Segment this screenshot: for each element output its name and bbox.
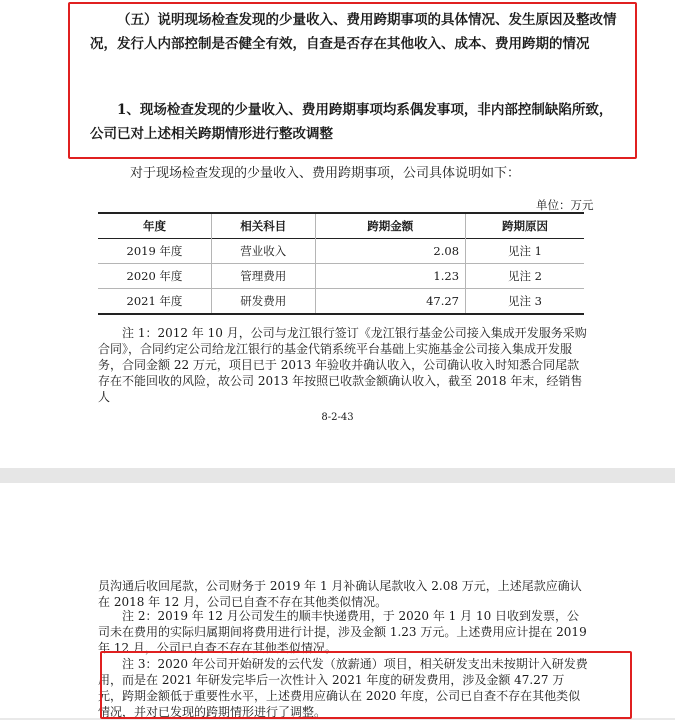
- header-amount: 跨期金额: [315, 213, 466, 239]
- cell-account: 营业收入: [211, 239, 315, 264]
- header-reason: 跨期原因: [466, 213, 584, 239]
- cell-amount: 1.23: [315, 264, 466, 289]
- header-account: 相关科目: [211, 213, 315, 239]
- cell-year: 2021 年度: [126, 294, 183, 308]
- unit-label: 单位：万元: [536, 198, 594, 212]
- highlight-box-top: [68, 2, 637, 159]
- cell-amount: 47.27: [315, 289, 466, 315]
- intro-text: 对于现场检查发现的少量收入、费用跨期事项，公司具体说明如下：: [130, 166, 521, 181]
- note-1: 注 1：2012 年 10 月，公司与龙江银行签订《龙江银行基金公司接入集成开发服务采购合同》，合同约定公司给龙江银行的基金代销系统平台基础上实施基金公司接入集成开发服务，合同金额 22 万元，项目已于 2013 年验收并确认收入，公司确认收入时知悉合同尾款存在不能回收的风险，故公司 2013 年按照已收款金额确认收入，截至 2018 年末，经销售人: [98, 326, 587, 404]
- table-row: [98, 239, 584, 264]
- table-row: [98, 289, 584, 315]
- section-subheading: 1、现场检查发现的少量收入、费用跨期事项均系偶发事项，非内部控制缺陷所致，公司已对上述相关跨期情形进行整改调整: [90, 102, 613, 142]
- page-gap: [0, 468, 675, 483]
- cell-year: 2020 年度: [126, 269, 183, 283]
- table-header-row: [98, 213, 584, 239]
- cell-reason: 见注 3: [466, 289, 584, 315]
- cell-account: 研发费用: [211, 289, 315, 315]
- note-2: 注 2：2019 年 12 月公司发生的顺丰快递费用，于 2020 年 1 月 10 日收到发票，公司未在费用的实际归属期间将费用进行计提，涉及金额 1.23 万元。上述费用应计提在 2019 年 12 月，公司已自查不存在其他类似情况。: [98, 609, 587, 655]
- page-number: 8-2-43: [321, 412, 354, 423]
- table-row: [98, 264, 584, 289]
- cell-year: 2019 年度: [126, 244, 183, 258]
- cell-reason: 见注 2: [466, 264, 584, 289]
- highlight-box-bottom: [100, 651, 632, 719]
- cell-reason: 见注 1: [466, 239, 584, 264]
- header-year: 年度: [142, 219, 166, 233]
- section-heading: （五）说明现场检查发现的少量收入、费用跨期事项的具体情况、发生原因及整改情况，发行人内部控制是否健全有效，自查是否存在其他收入、成本、费用跨期的情况: [90, 12, 617, 52]
- note-1-continued: 员沟通后收回尾款，公司财务于 2019 年 1 月补确认尾款收入 2.08 万元，上述尾款应确认在 2018 年 12 月，公司已自查不存在其他类似情况。: [98, 579, 582, 609]
- note-3: 注 3：2020 年公司开始研发的云代发（放薪通）项目，相关研发支出未按期计入研发费用，而是在 2021 年研发完毕后一次性计入 2021 年度的研发费用，涉及金额 47.27 万元，跨期金额低于重要性水平，上述费用应确认在 2020 年度，公司已自查不存在其他类似情况，并对已发现的跨期情形进行了调整。: [98, 657, 588, 719]
- cross-period-table: [98, 212, 584, 315]
- cell-amount: 2.08: [315, 239, 466, 264]
- cell-account: 管理费用: [211, 264, 315, 289]
